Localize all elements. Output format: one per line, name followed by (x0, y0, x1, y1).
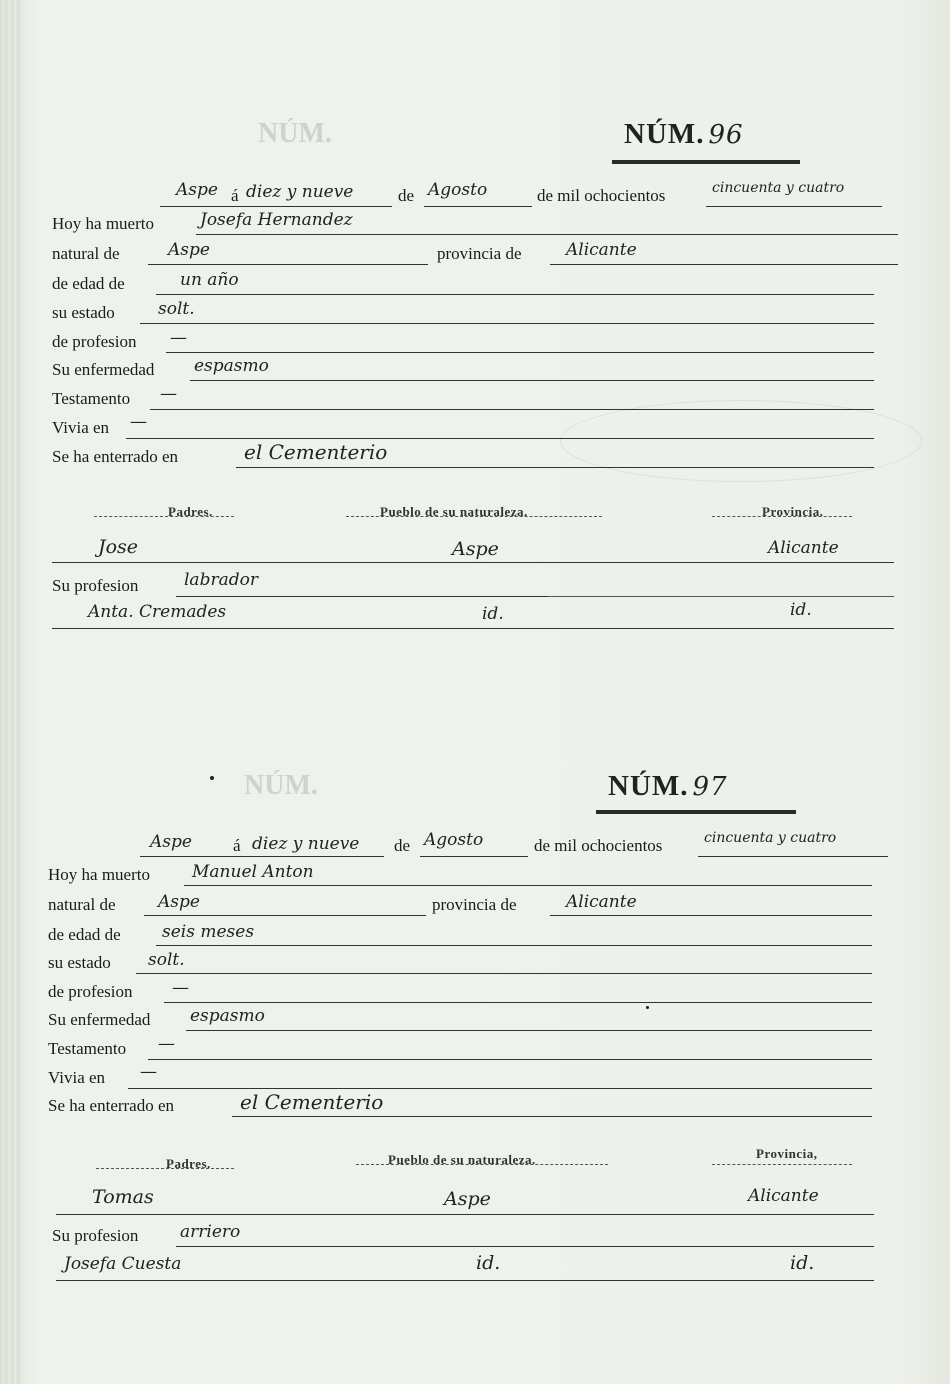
natural-label: natural de (52, 244, 120, 263)
profesion-value: — (170, 328, 187, 348)
provincia-label: provincia de (432, 895, 517, 914)
mother-pueblo: id. (482, 604, 504, 624)
mother-provincia: id. (790, 600, 812, 620)
de-label: de (398, 186, 415, 205)
pueblo-heading: Pueblo de su naturaleza. (388, 1152, 536, 1167)
father-profesion: arriero (180, 1222, 241, 1242)
father-pueblo: Aspe (444, 1188, 491, 1210)
vivia-value: — (140, 1062, 157, 1082)
testamento-value: — (160, 384, 177, 404)
estado-value: solt. (148, 950, 185, 970)
father-pueblo: Aspe (452, 538, 499, 560)
bleed-through-heading: NÚM. (258, 118, 332, 149)
provincia-value: Alicante (566, 892, 637, 912)
natural-value: Aspe (158, 892, 200, 912)
father-name: Jose (98, 536, 139, 558)
deceased-value: Josefa Hernandez (200, 210, 353, 230)
year-label: de mil ochocientos (537, 186, 666, 205)
day-value: diez y nueve (246, 182, 354, 202)
edad-value: seis meses (162, 922, 255, 942)
vivia-label: Vivia en (48, 1068, 106, 1087)
enfermedad-value: espasmo (190, 1006, 265, 1026)
ink-speck (646, 1006, 649, 1009)
estado-label: su estado (52, 303, 115, 322)
enterrado-value: el Cementerio (244, 440, 388, 464)
deceased-value: Manuel Anton (192, 862, 314, 882)
edad-label: de edad de (48, 925, 121, 944)
testamento-label: Testamento (48, 1039, 127, 1058)
father-provincia: Alicante (748, 1186, 819, 1206)
padres-heading: Padres. (168, 504, 213, 519)
record-number (608, 770, 728, 803)
su-profesion-label: Su profesion (52, 576, 139, 595)
year-value: cincuenta y cuatro (712, 180, 845, 196)
record-number-value: 96 (708, 120, 744, 150)
profesion-label: de profesion (52, 332, 137, 351)
a-label: á (233, 836, 241, 855)
provincia-heading: Provincia, (756, 1146, 818, 1161)
month-value: Agosto (424, 830, 484, 850)
page-binding (0, 0, 22, 1384)
father-profesion: labrador (184, 570, 258, 590)
year-label: de mil ochocientos (534, 836, 663, 855)
edad-value: un año (180, 270, 239, 290)
de-label: de (394, 836, 411, 855)
mother-provincia: id. (790, 1252, 815, 1274)
record-number-rule (612, 160, 800, 164)
year-value: cincuenta y cuatro (704, 830, 837, 846)
vivia-label: Vivia en (52, 418, 110, 437)
ink-speck (210, 776, 214, 780)
testamento-label: Testamento (52, 389, 131, 408)
estado-value: solt. (158, 299, 195, 319)
vivia-value: — (130, 412, 147, 432)
hoy-label: Hoy ha muerto (48, 865, 150, 884)
month-value: Agosto (428, 180, 488, 200)
edad-label: de edad de (52, 274, 125, 293)
natural-label: natural de (48, 895, 116, 914)
hoy-label: Hoy ha muerto (52, 214, 154, 233)
mother-name: Anta. Cremades (88, 602, 227, 622)
mother-pueblo: id. (476, 1252, 501, 1274)
enfermedad-value: espasmo (194, 356, 269, 376)
record-number-rule (596, 810, 796, 814)
pueblo-heading: Pueblo de su naturaleza. (380, 504, 528, 519)
bleed-through-heading: NÚM. (244, 770, 318, 801)
su-profesion-label: Su profesion (52, 1226, 139, 1245)
mother-name: Josefa Cuesta (64, 1254, 182, 1274)
place-value: Aspe (176, 180, 218, 200)
record-number-label: NÚM. (624, 118, 705, 150)
profesion-value: — (172, 978, 189, 998)
record-number-value: 97 (692, 772, 728, 802)
provincia-heading: Provincia. (762, 504, 824, 519)
father-provincia: Alicante (768, 538, 839, 558)
padres-heading: Padres. (166, 1156, 211, 1171)
enfermedad-label: Su enfermedad (52, 360, 155, 379)
enfermedad-label: Su enfermedad (48, 1010, 151, 1029)
record-number-label: NÚM. (608, 770, 689, 802)
testamento-value: — (158, 1034, 175, 1054)
place-value: Aspe (150, 832, 192, 852)
profesion-label: de profesion (48, 982, 133, 1001)
bleed-through-stamp (560, 400, 922, 482)
father-name: Tomas (92, 1186, 154, 1208)
enterrado-label: Se ha enterrado en (52, 447, 179, 466)
record-number (624, 118, 744, 151)
provincia-value: Alicante (566, 240, 637, 260)
a-label: á (231, 186, 239, 205)
enterrado-label: Se ha enterrado en (48, 1096, 175, 1115)
estado-label: su estado (48, 953, 111, 972)
day-value: diez y nueve (252, 834, 360, 854)
enterrado-value: el Cementerio (240, 1090, 384, 1114)
natural-value: Aspe (168, 240, 210, 260)
provincia-label: provincia de (437, 244, 522, 263)
